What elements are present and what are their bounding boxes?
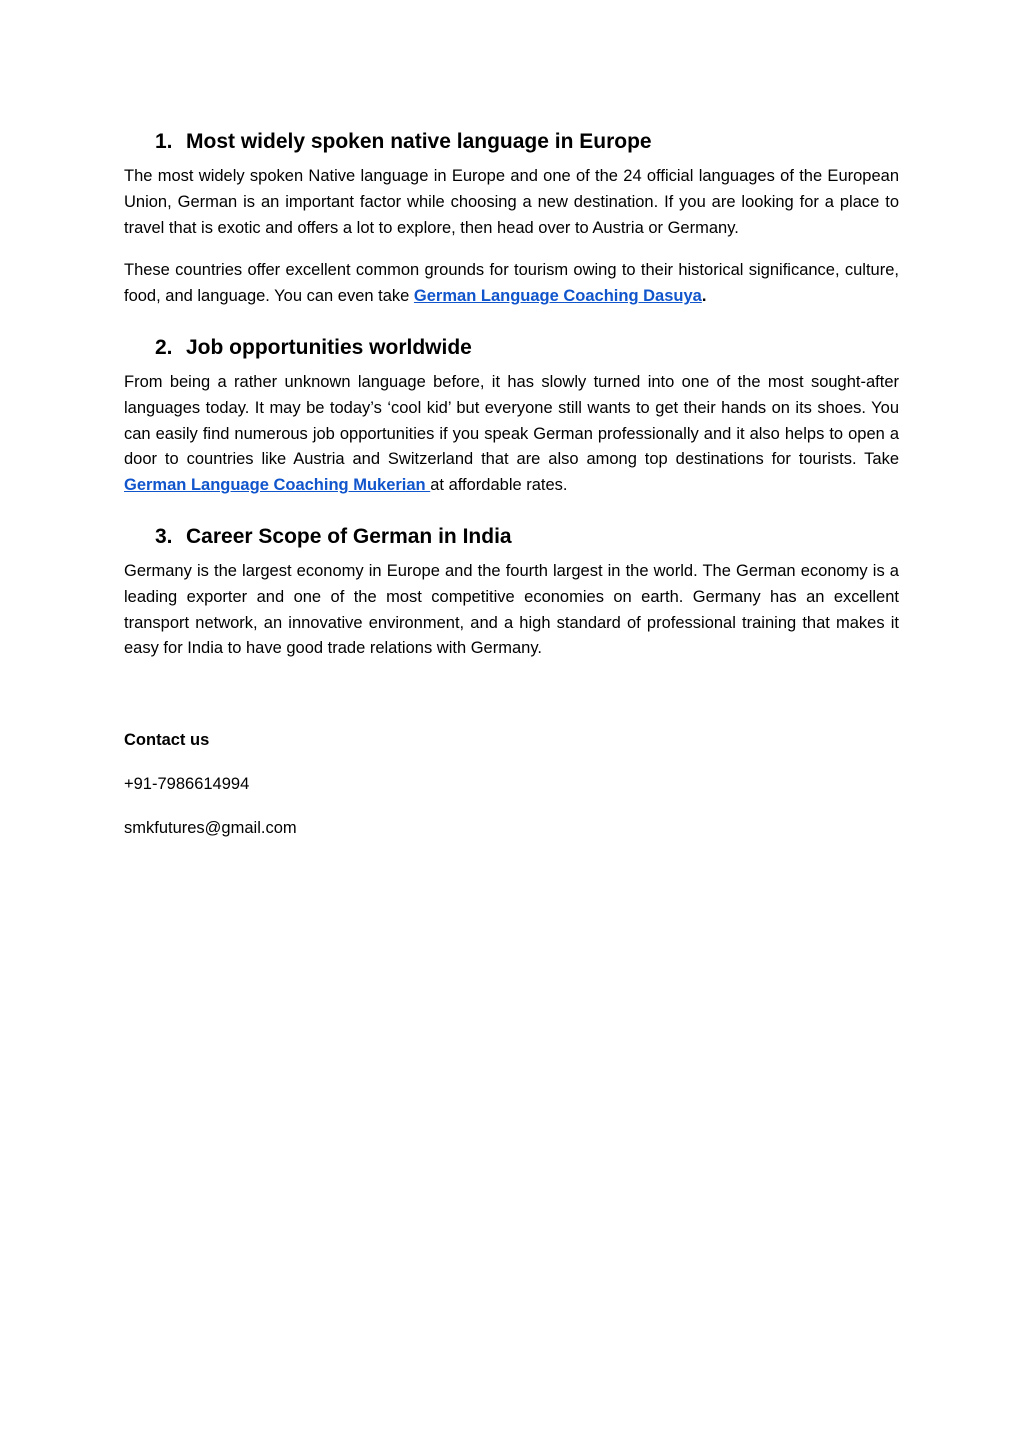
paragraph: The most widely spoken Native language in Europe and one of the 24 official languages of the European Union, German is an important factor while choosing a new destination. If you are looking for a place to travel that is exotic and offers a lot to explore, then head over to Austria or Germany. <box>124 167 899 237</box>
section-title: Job opportunities worldwide <box>186 335 472 359</box>
contact-block <box>124 728 899 841</box>
paragraph: Germany is the largest economy in Europe and the fourth largest in the world. The German economy is a leading exporter and one of the most competitive economies on earth. Germany has an excellent transport network, an innovative environment, and a high standard of professional training that makes it easy for India to have good trade relations with Germany. <box>124 561 899 658</box>
contact-email: smkfutures@gmail.com <box>124 818 297 837</box>
document-page <box>124 128 899 860</box>
section-job-opportunities <box>124 334 899 499</box>
section-career-scope <box>124 523 899 662</box>
section-heading <box>155 128 899 156</box>
paragraph-text: at affordable rates. <box>430 476 568 495</box>
section-title: Most widely spoken native language in Europe <box>186 130 652 153</box>
section-heading <box>155 523 899 551</box>
paragraph-text: From being a rather unknown language before, it has slowly turned into one of the most sought-after languages today. It may be today’s ‘cool kid’ but everyone still wants to get their hands on its shoes. You can easily find numerous job opportunities if you speak German professionally and it also helps to open a door to countries like Austria and Switzerland that are also among top destinations for tourists. Take <box>124 372 899 469</box>
paragraph <box>124 258 899 310</box>
contact-title: Contact us <box>124 731 210 750</box>
paragraph-text: These countries offer excellent common grounds for tourism owing to their historical significance, culture, food, and language. You can even take <box>124 261 899 306</box>
contact-phone: +91-7986614994 <box>124 774 250 793</box>
section-native-language <box>124 128 899 310</box>
section-number: 1. <box>155 130 173 153</box>
section-number: 2. <box>155 335 173 359</box>
section-heading <box>155 334 899 362</box>
paragraph <box>124 370 899 499</box>
section-number: 3. <box>155 524 173 548</box>
link-coaching-dasuya[interactable]: German Language Coaching Dasuya <box>413 287 702 306</box>
section-title: Career Scope of German in India <box>186 524 512 548</box>
paragraph-text: . <box>701 287 707 306</box>
link-coaching-mukerian[interactable]: German Language Coaching Mukerian <box>124 476 431 495</box>
